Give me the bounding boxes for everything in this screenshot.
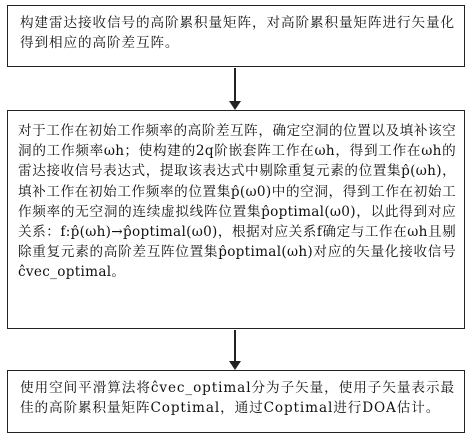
step-1-text: 构建雷达接收信号的高阶累积量矩阵，对高阶累积量矩阵进行矢量化得到相应的高阶差互阵。 (20, 15, 455, 51)
step-2-box (7, 110, 465, 329)
flow-arrowhead-2 (229, 361, 241, 370)
flow-arrow-1 (234, 68, 236, 101)
flow-arrow-2 (234, 330, 236, 361)
step-1-box (7, 5, 465, 67)
flow-arrowhead-1 (229, 101, 241, 110)
step-3-box (7, 370, 465, 433)
step-3-text: 使用空间平滑算法将ĉvec_optimal分为子矢量，使用子矢量表示最佳的高阶累积量矩阵Coptimal，通过Coptimal进行DOA估计。 (20, 380, 455, 416)
step-2-text: 对于工作在初始工作频率的高阶差互阵，确定空洞的位置以及填补该空洞的工作频率ωh；使构建的2q阶嵌套阵工作在ωh，得到工作在ωh的雷达接收信号表达式，提取该表达式中剔除重复元素的位置集p̂(ωh)，填补工作在初始工作频率的位置集p̂(ω0)中的空洞，得到工作在初始工作频率的无空洞的连续虚拟线阵位置集p̂optimal(ω0)，以此得到对应关系：f:p̂(ωh)→p̂optimal(ω0)，根据对应关系f确定与工作在ωh且剔除重复元素的高阶差互阵位置集p̂optimal(ωh)对应的矢量化接收信号ĉvec_optimal。 (18, 123, 456, 281)
